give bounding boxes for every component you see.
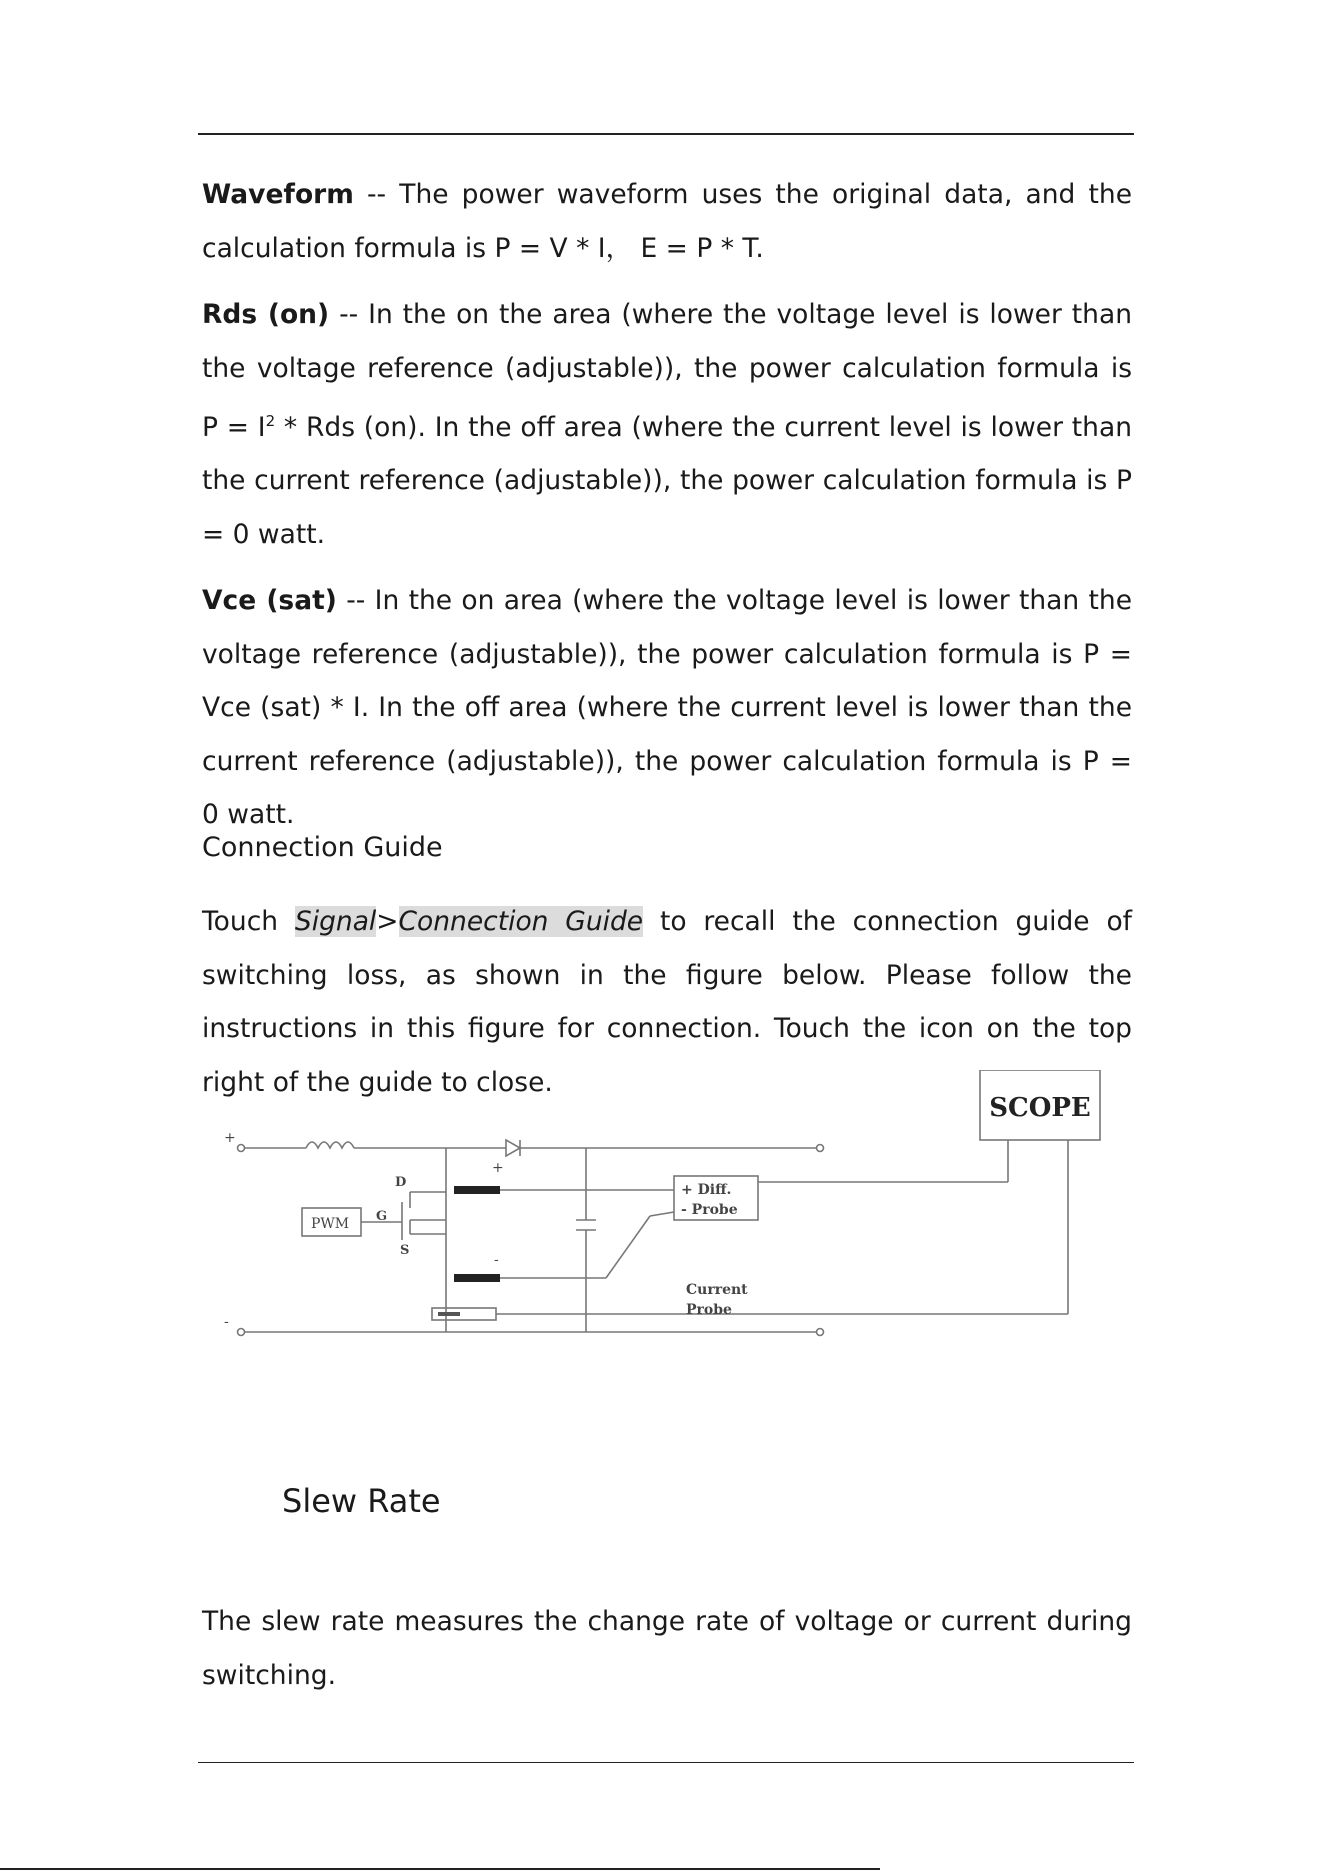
connection-guide-text: to recall the connection guide of switching loss, as shown in the figure below. Please follow the instructions in this figure for connection. Touch the icon on the top right of the guide to close. bbox=[202, 906, 1132, 1098]
touch-text: Touch bbox=[202, 906, 295, 937]
waveform-text: -- The power waveform uses the original data, and the calculation formula is P = V * I， E = P * T. bbox=[202, 179, 1132, 264]
diff-probe-label-2: - Probe bbox=[681, 1202, 738, 1218]
drain-label: D bbox=[395, 1175, 407, 1190]
diode-icon bbox=[506, 1140, 520, 1156]
waveform-paragraph bbox=[202, 168, 1132, 275]
signal-menu-ref: Signal bbox=[294, 906, 377, 937]
current-probe-label-2: Probe bbox=[686, 1302, 732, 1318]
vce-paragraph bbox=[202, 574, 1132, 842]
power-modes bbox=[202, 168, 1132, 842]
vce-text: -- In the on area (where the voltage level is lower than the voltage reference (adjustable)), the power calculation formula is P = Vce (sat) * I. In the off area (where the current level is lower than the current reference (adjustable)), the power calculation formula is P = 0 watt. bbox=[202, 585, 1133, 831]
diff-probe-minus-tip bbox=[454, 1274, 500, 1282]
source-label: S bbox=[400, 1243, 410, 1258]
footer-rule bbox=[198, 1762, 1134, 1763]
circuit-diagram bbox=[214, 1070, 1114, 1360]
top-rail-terminal-right bbox=[817, 1145, 824, 1152]
gate-label: G bbox=[376, 1209, 388, 1224]
connection-guide-menu-ref: Connection Guide bbox=[398, 906, 644, 937]
menu-separator: > bbox=[376, 906, 399, 937]
input-minus-label: - bbox=[224, 1314, 229, 1330]
current-probe-label-1: Current bbox=[686, 1282, 748, 1298]
page-edge-rule bbox=[0, 1868, 880, 1870]
bottom-rail-terminal-right bbox=[817, 1329, 824, 1336]
inductor-icon bbox=[306, 1142, 354, 1148]
slew-rate-heading: Slew Rate bbox=[282, 1482, 441, 1520]
current-probe-core bbox=[438, 1312, 460, 1316]
pwm-label: PWM bbox=[311, 1216, 350, 1232]
slew-rate-paragraph: The slew rate measures the change rate of voltage or current during switching. bbox=[202, 1606, 1132, 1691]
diff-plus-label: + bbox=[492, 1160, 504, 1176]
rds-superscript: 2 bbox=[265, 412, 276, 430]
scope-label: SCOPE bbox=[989, 1093, 1091, 1123]
vce-term: Vce (sat) bbox=[202, 585, 337, 617]
header-rule bbox=[198, 133, 1134, 135]
rds-term: Rds (on) bbox=[202, 299, 330, 330]
waveform-term: Waveform bbox=[202, 179, 354, 210]
bottom-rail-terminal-left bbox=[238, 1329, 245, 1336]
connection-figure bbox=[214, 1070, 1114, 1360]
rds-text-before: -- In the on the area (where the voltage level is lower than the voltage reference (adjustable)), the power calculation formula is P = I bbox=[202, 299, 1133, 443]
diff-probe-label-1: + Diff. bbox=[681, 1182, 732, 1198]
top-rail-terminal-left bbox=[238, 1145, 245, 1152]
connection-guide-heading: Connection Guide bbox=[202, 832, 443, 863]
diff-probe-plus-tip bbox=[454, 1186, 500, 1194]
input-plus-label: + bbox=[224, 1130, 236, 1146]
rds-paragraph bbox=[202, 288, 1132, 561]
rds-text-after: * Rds (on). In the off area (where the current level is lower than the current reference (adjustable)), the power calculation formula is P = 0 watt. bbox=[202, 411, 1132, 550]
diff-minus-label: - bbox=[494, 1252, 499, 1268]
